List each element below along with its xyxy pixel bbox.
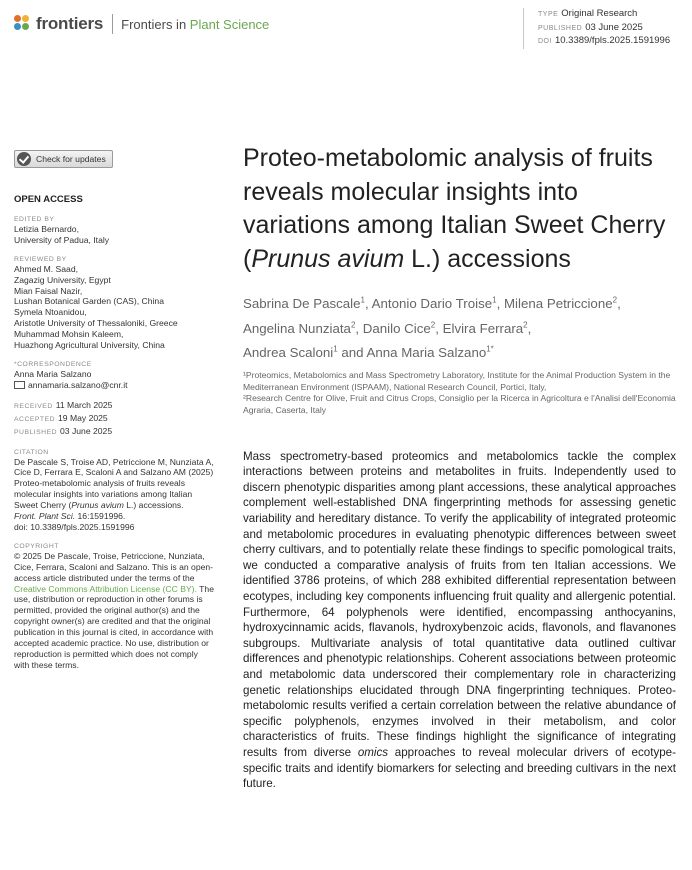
author-list [243,290,676,363]
citation-section: CITATION De Pascale S, Troise AD, Petriccione M, Nunziata A, Cice D, Ferrara E, Scaloni A and Salzano AM (2025) Proteo-metabolomic analysis of fruits reveals molecular insights into variations among Italian Sweet Cherry (Prunus avium L.) accessions. Front. Plant Sci. 16:1591996. doi: 10.3389/fpls.2025.1591996 [14,448,214,532]
mail-icon [14,381,25,389]
check-for-updates-button[interactable]: Check for updates [14,150,113,168]
logo-divider [112,14,113,34]
author-5: Danilo Cice$^2$, [362,320,443,336]
journal-logo[interactable] [14,14,269,34]
correspondence-email[interactable]: annamaria.salzano@cnr.it [14,380,214,391]
author-6: Elvira Ferrara$^2$, [442,320,532,336]
author-4: Angelina Nunziata$^2$, [243,320,363,336]
copyright-text: © 2025 De Pascale, Troise, Petriccione, Nunziata, Cice, Ferrara, Scaloni and Salzano. This is an open-access article distributed under the terms of the Creative Commons Attribution License (CC BY). The use, distribution or reproduction in other forums is permitted, provided the original author(s) and the copyright owner(s) are credited and that the original publication in this journal is cited, in accordance with accepted academic practice. No use, distribution or reproduction is permitted which does not comply with these terms. [14,550,214,670]
article-sidebar [14,150,214,671]
logo-wordmark: frontiers [36,14,104,33]
meta-type: TYPE Original Research [538,8,638,19]
affiliation-1: ¹Proteomics, Metabolomics and Mass Spectrometry Laboratory, Institute for the Animal Production System in the Mediterranean Environment (ISPAAM), National Research Council, Portici, Italy, [243,370,671,392]
author-7: Andrea Scaloni$^1$ and [243,344,367,361]
citation-text: De Pascale S, Troise AD, Petriccione M, Nunziata A, Cice D, Ferrara E, Scaloni A and Salzano AM (2025) Proteo-metabolomic analysis of fruits reveals molecular insights into variations among Italian Sweet Cherry (Prunus avium L.) accessions. Front. Plant Sci. 16:1591996. doi: 10.3389/fpls.2025.1591996 [14,456,214,532]
reviewed-by-section: REVIEWED BY Ahmed M. Saad, Zagazig University, Egypt Mian Faisal Nazir, Lushan Botanical Garden (CAS), China Symela Ntoanidou, Aristotle University of Thessaloniki, Greece Muhammad Mohsin Kaleem, Huazhong Agricultural University, China [14,255,178,351]
cc-by-license-link[interactable]: Creative Commons Attribution License (CC BY). [14,583,197,594]
checkmark-icon [17,152,31,166]
dates-section: RECEIVED 11 March 2025 ACCEPTED 19 May 2025 PUBLISHED 03 June 2025 [14,399,113,436]
author-1: Sabrina De Pascale$^1$, [243,296,372,312]
correspondence-section: *CORRESPONDENCE Anna Maria Salzano annamaria.salzano@cnr.it [14,360,214,391]
article-title: Proteo-metabolomic analysis of fruits reveals molecular insights into variations among Italian Sweet Cherry (Prunus avium L.) accessions [243,144,666,273]
copyright-section: COPYRIGHT © 2025 De Pascale, Troise, Petriccione, Nunziata, Cice, Ferrara, Scaloni and Salzano. This is an open-access article distributed under the terms of the Creative Commons Attribution License (CC BY). The use, distribution or reproduction in other forums is permitted, provided the original author(s) and the copyright owner(s) are credited and that the original publication in this journal is cited, in accordance with accepted academic practice. No use, distribution or reproduction is permitted which does not comply with these terms. [14,542,214,670]
abstract: Mass spectrometry-based proteomics and metabolomics tackle the complex interactions between proteins and metabolites in fruits. Independently used to discern phenotypic disparities among plant accessions, these analytical approaches complement well-established DNA fingerprinting methods for assessing genetic variability and hereditary distance. To verify the applicability of integrated proteomic and metabolomic procedures in evaluating phenotypic differences between sweet cherry cultivars, and to potentially relate these findings to specific pomological traits, we conducted a comparative analysis of fruits from ten Italian accessions. We identified 3786 proteins, of which 288 exhibited differential representation between ecotypes, including key components influencing fruit quality and allergenic potential. Furthermore, 64 polyphenols were identified, encompassing anthocyanins, hydroxycinnamic acids, flavanols, hydroxybenzoic acids, flavonols, and flavanones subgroups. Multivariate analysis of total quantitative data outlined cultivar differences and phenotypic relationships. Coherent associations between proteomic and metabolomic data underscored their complementary role in characterizing genetic relationships elucidated through DNA fingerprinting techniques. Proteo-metabolomic results verified a certain correlation between the relative abundance of specific polyphenols, enzymes involved in their metabolism, and color characteristics of fruits. These findings highlight the significance of integrating results from diverse omics approaches to reveal molecular drivers of ecotype-specific traits and identify biomarkers for selecting and breeding cultivars in the next future. [243,449,676,791]
author-8: Anna Maria Salzano$^{1*}$ [366,344,494,361]
article-meta [523,8,670,49]
article-main [243,142,676,792]
edited-by-section: EDITED BY Letizia Bernardo, University of Padua, Italy [14,215,110,245]
affiliations [243,370,676,416]
frontiers-logo-icon [14,15,32,33]
journal-name: Frontiers in Plant Science [121,16,270,32]
meta-doi: DOI 10.3389/fpls.2025.1591996 [538,35,671,46]
open-access-label: OPEN ACCESS [14,194,83,205]
author-2: Antonio Dario Troise$^1$, [371,296,504,312]
meta-published: PUBLISHED 03 June 2025 [538,21,643,33]
author-3: Milena Petriccione$^2$, [503,296,621,312]
page-header [0,0,692,60]
affiliation-2: ²Research Centre for Olive, Fruit and Citrus Crops, Consiglio per la Ricerca in Agricoltura e l'Analisi dell'Economia Agraria, Caserta, Italy [243,393,676,416]
